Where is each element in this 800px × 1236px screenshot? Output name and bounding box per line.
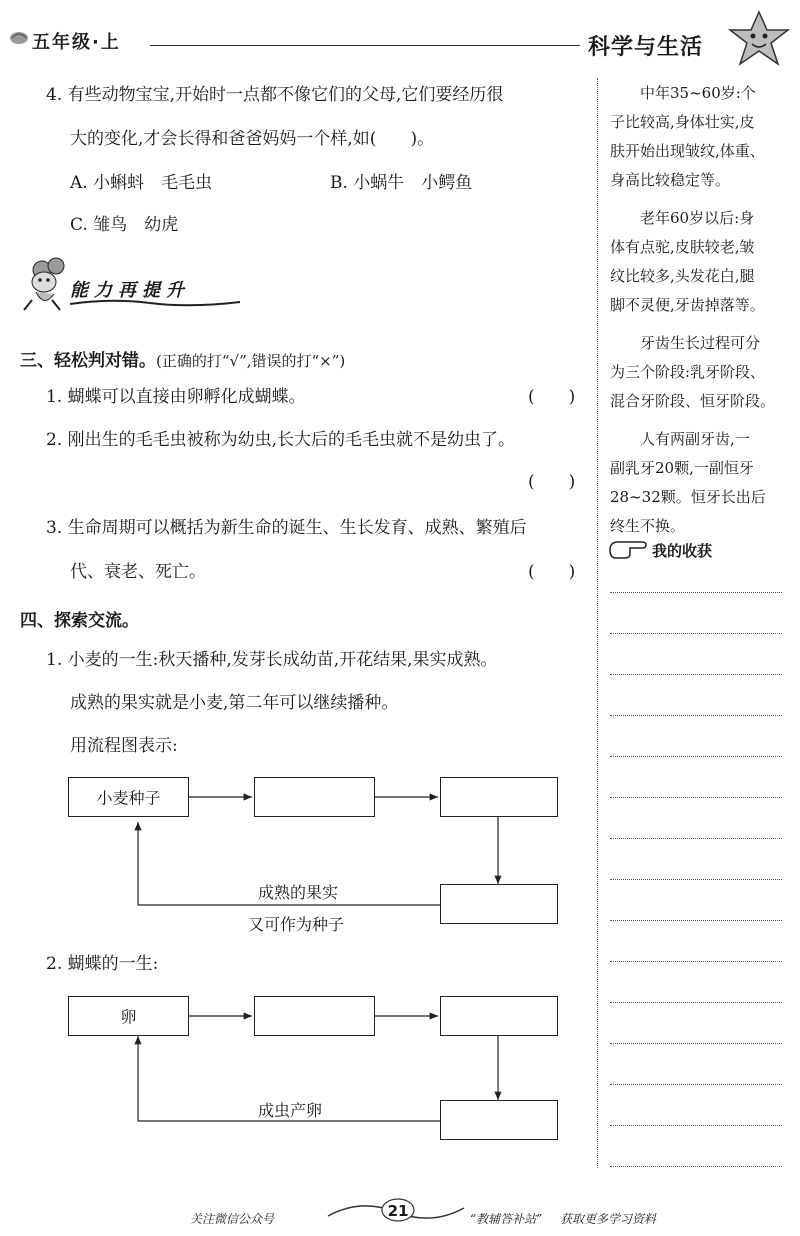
butterfly-loop-label: 成虫产卵 <box>258 1101 323 1120</box>
pointing-hand-icon <box>608 536 648 560</box>
banner-title: 能力再提升 <box>70 280 190 301</box>
section3-title: 三、轻松判对错。(正确的打“√”,错误的打“×”) <box>20 351 346 371</box>
footer-middle: “教辅答补站” <box>470 1212 543 1226</box>
s3-item3-answer[interactable]: ( ) <box>528 562 576 582</box>
wheat-box-blank-2[interactable] <box>254 777 375 817</box>
butterfly-box-egg: 卵 <box>68 996 189 1036</box>
section4-title: 四、探索交流。 <box>20 611 139 631</box>
wheat-box-blank-4[interactable] <box>440 884 558 924</box>
q4-line1: 4. 有些动物宝宝,开始时一点都不像它们的父母,它们要经历很 <box>46 85 504 105</box>
q4-option-a[interactable]: A. 小蝌蚪 毛毛虫 <box>70 173 213 193</box>
sidebar-divider <box>597 78 598 1168</box>
s4-q1-line2: 成熟的果实就是小麦,第二年可以继续播种。 <box>70 693 399 713</box>
sidebar-para-1: 中年35~60岁:个 子比较高,身体壮实,皮 肤开始出现皱纹,体重、 身高比较稳定等。 <box>610 84 765 189</box>
s3-item3-line2: 代、衰老、死亡。 <box>70 562 206 582</box>
footer-left: 关注微信公众号 <box>190 1212 275 1226</box>
star-mascot-icon <box>726 8 792 68</box>
sidebar-para-2: 老年60岁以后:身 体有点驼,皮肤较老,皱 纹比较多,头发花白,腿 脚不灵便,牙齿掉落等。 <box>610 209 765 314</box>
sidebar-para-3: 牙齿生长过程可分 为三个阶段:乳牙阶段、 混合牙阶段、恒牙阶段。 <box>610 334 776 410</box>
section3-instruction: (正确的打“√”,错误的打“×”) <box>156 352 346 370</box>
series-title: 科学与生活 <box>588 35 704 60</box>
sidebar <box>610 86 790 548</box>
wheat-box-blank-3[interactable] <box>440 777 558 817</box>
grade-label: 五年级·上 <box>32 32 121 53</box>
footer-right: 获取更多学习资料 <box>560 1212 657 1226</box>
harvest-title: 我的收获 <box>652 542 713 560</box>
butterfly-box-blank-3[interactable] <box>440 996 558 1036</box>
q4-line2: 大的变化,才会长得和爸爸妈妈一个样,如( )。 <box>70 129 435 149</box>
s3-item1-answer[interactable]: ( ) <box>528 387 576 407</box>
page-number: 21 <box>387 1202 409 1220</box>
wheat-loop-label-2: 又可作为种子 <box>248 915 345 934</box>
s4-q1-line1: 1. 小麦的一生:秋天播种,发芽长成幼苗,开花结果,果实成熟。 <box>46 650 498 670</box>
wheat-box-seed: 小麦种子 <box>68 777 189 817</box>
footer <box>0 1190 800 1230</box>
sidebar-para-4: 人有两副牙齿,一 副乳牙20颗,一副恒牙 28~32颗。恒牙长出后 终生不换。 <box>610 430 766 535</box>
s3-item2-answer[interactable]: ( ) <box>528 472 576 492</box>
s4-q2-line1: 2. 蝴蝶的一生: <box>46 954 159 974</box>
s3-item3: 3. 生命周期可以概括为新生命的诞生、生长发育、成熟、繁殖后 <box>46 518 527 538</box>
q4-option-c[interactable]: C. 雏鸟 幼虎 <box>70 215 179 235</box>
wheat-loop-label-1: 成熟的果实 <box>258 883 339 902</box>
butterfly-box-blank-2[interactable] <box>254 996 375 1036</box>
butterfly-box-blank-4[interactable] <box>440 1100 558 1140</box>
s3-item2: 2. 刚出生的毛毛虫被称为幼虫,长大后的毛毛虫就不是幼虫了。 <box>46 430 516 450</box>
s3-item1: 1. 蝴蝶可以直接由卵孵化成蝴蝶。 <box>46 387 306 407</box>
s4-q1-line3: 用流程图表示: <box>70 736 178 756</box>
q4-option-b[interactable]: B. 小蜗牛 小鳄鱼 <box>330 173 473 193</box>
